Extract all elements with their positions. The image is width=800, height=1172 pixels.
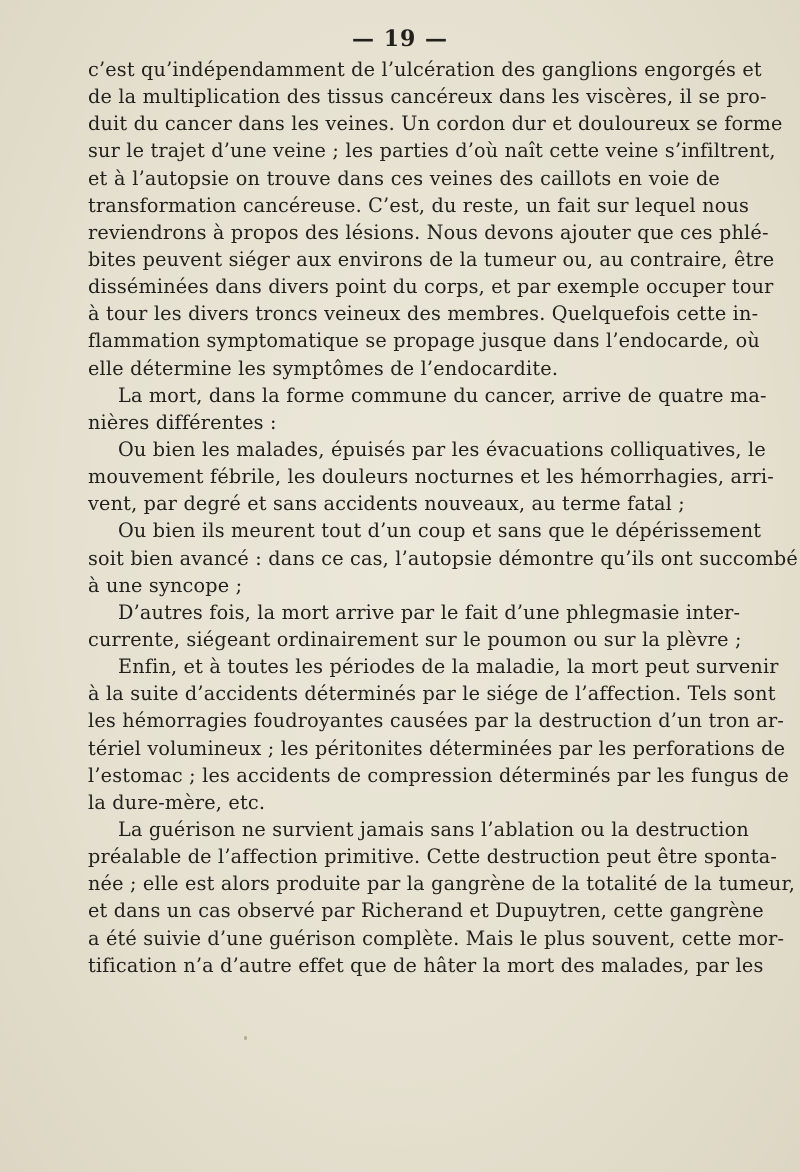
text-line: à tour les divers troncs veineux des membres. Quelquefois cette in-	[88, 302, 759, 326]
text-line: disséminées dans divers point du corps, et par exemple occuper tour	[88, 275, 774, 299]
text-line: nières différentes :	[88, 410, 277, 434]
text-line: née ; elle est alors produite par la gangrène de la totalité de la tumeur,	[88, 872, 796, 896]
text-line: c’est qu’indépendamment de l’ulcération des ganglions engorgés et	[88, 58, 762, 81]
paragraph-4	[88, 517, 798, 598]
paragraph-1	[88, 56, 783, 382]
text-line: tériel volumineux ; les péritonites déterminées par les perforations de	[88, 736, 786, 760]
paragraph-3	[88, 436, 774, 517]
paragraph-7	[88, 816, 796, 979]
text-line: de la multiplication des tissus cancéreux dans les viscères, il se pro-	[88, 85, 767, 109]
text-line: Ou bien ils meurent tout d’un coup et sans que le dépérissement	[118, 519, 762, 543]
text-line: sur le trajet d’une veine ; les parties d’où naît cette veine s’infiltrent,	[88, 139, 776, 163]
text-line: La mort, dans la forme commune du cancer, arrive de quatre ma-	[118, 383, 767, 407]
text-line: la dure-mère, etc.	[88, 790, 266, 814]
text-line: l’estomac ; les accidents de compression déterminés par les fungus de	[88, 763, 789, 787]
text-line: bites peuvent siéger aux environs de la tumeur ou, au contraire, être	[88, 247, 775, 271]
paragraph-2	[88, 382, 767, 436]
text-line: à une syncope ;	[88, 573, 243, 597]
text-line: préalable de l’affection primitive. Cette destruction peut être sponta-	[88, 845, 778, 869]
text-line: transformation cancéreuse. C’est, du reste, un fait sur lequel nous	[88, 193, 750, 217]
text-line: vent, par degré et sans accidents nouveaux, au terme fatal ;	[88, 492, 685, 516]
text-line: currente, siégeant ordinairement sur le poumon ou sur la plèvre ;	[88, 627, 742, 651]
text-line: duit du cancer dans les veines. Un cordon dur et douloureux se forme	[88, 112, 783, 136]
paper-speck	[244, 1036, 247, 1040]
paragraph-6	[88, 653, 789, 816]
text-line: mouvement fébrile, les douleurs nocturnes et les hémorrhagies, arri-	[88, 465, 774, 489]
text-line: elle détermine les symptômes de l’endocardite.	[88, 356, 559, 380]
text-line: à la suite d’accidents déterminés par le siége de l’affection. Tels sont	[88, 682, 776, 706]
text-line: La guérison ne survient jamais sans l’ablation ou la destruction	[118, 817, 749, 841]
text-line: Ou bien les malades, épuisés par les évacuations colliquatives, le	[118, 437, 766, 461]
text-line: tification n’a d’autre effet que de hâter la mort des malades, par les	[88, 953, 764, 977]
text-line: a été suivie d’une guérison complète. Mais le plus souvent, cette mor-	[88, 926, 785, 950]
text-line: et à l’autopsie on trouve dans ces veines des caillots en voie de	[88, 166, 720, 190]
paragraph-5	[88, 599, 742, 653]
text-line: les hémorragies foudroyantes causées par la destruction d’un tron ar-	[88, 709, 785, 733]
page-number-header: — 19 —	[352, 26, 448, 52]
text-line: flammation symptomatique se propage jusque dans l’endocarde, où	[88, 329, 760, 353]
body-text	[88, 56, 798, 979]
text-line: reviendrons à propos des lésions. Nous devons ajouter que ces phlé-	[88, 220, 769, 244]
text-line: soit bien avancé : dans ce cas, l’autopsie démontre qu’ils ont succombé	[88, 546, 798, 570]
text-line: Enfin, et à toutes les périodes de la maladie, la mort peut survenir	[118, 655, 779, 679]
text-line: et dans un cas observé par Richerand et Dupuytren, cette gangrène	[88, 899, 764, 923]
text-line: D’autres fois, la mort arrive par le fait d’une phlegmasie inter-	[118, 600, 741, 624]
